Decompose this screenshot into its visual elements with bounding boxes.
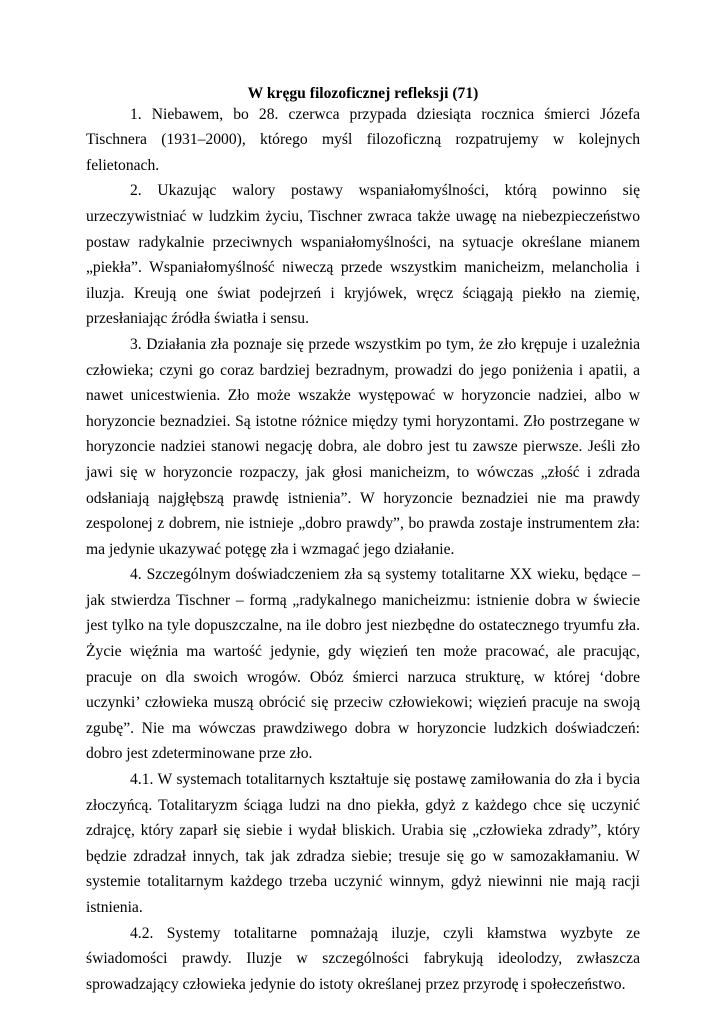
paragraph-4-1: 4.1. W systemach totalitarnych kształtuje się postawę zamiłowania do zła i bycia złoczyńcą. Totalitaryzm ściąga ludzi na dno piekła, gdyż z każdego chce się uczynić zdrajcę, który zaparł się siebie i wydał bliskich. Urabia się „człowieka zdrady”, który będzie zdradzał innych, tak jak zdradza siebie; tresuje się go w samozakłamaniu. W systemie totalitarnym każdego trzeba uczynić winnym, gdyż niewinni nie mają racji istnienia. [86, 771, 640, 916]
document-title: W kręgu filozoficznej refleksji (71) [247, 85, 479, 102]
paragraph-2: 2. Ukazując walory postawy wspaniałomyślności, którą powinno się urzeczywistniać w ludzkim życiu, Tischner zwraca także uwagę na niebezpieczeństwo postaw radykalnie przeciwnych wspaniałomyślności, na sytuacje określane mianem „piekła”. Wspaniałomyślność niweczą przede wszystkim manicheizm, melancholia i iluzja. Kreują one świat podejrzeń i kryjówek, wręcz ściągają piekło na ziemię, przesłaniając źródła światła i sensu. [86, 182, 640, 328]
paragraph-3: 3. Działania zła poznaje się przede wszystkim po tym, że zło krępuje i uzależnia człowieka; czyni go coraz bardziej bezradnym, prowadzi do jego poniżenia i apatii, a nawet unicestwienia. Zło może wszakże występować w horyzoncie nadziei, albo w horyzoncie beznadziei. Są istotne różnice między tymi horyzontami. Zło postrzegane w horyzoncie nadziei stanowi negację dobra, ale dobro jest tu zawsze pierwsze. Jeśli zło jawi się w horyzoncie rozpaczy, jak głosi manicheizm, to wówczas „złość i zdrada odsłaniają najgłębszą prawdę istnienia”. W horyzoncie beznadziei nie ma prawdy zespolonej z dobrem, nie istnieje „dobro prawdy”, bo prawda zostaje instrumentem zła: ma jedynie ukazywać potęgę zła i wzmagać jego działanie. [86, 335, 640, 558]
document-page [86, 76, 640, 997]
paragraph-1: 1. Niebawem, bo 28. czerwca przypada dziesiąta rocznica śmierci Józefa Tischnera (1931–2000), którego myśl filozoficzną rozpatrujemy w kolejnych felietonach. [86, 105, 640, 174]
paragraph-4: 4. Szczególnym doświadczeniem zła są systemy totalitarne XX wieku, będące – jak stwierdza Tischner – formą „radykalnego manicheizmu: istnienie dobra w świecie jest tylko na tyle dopuszczalne, na ile dobro jest niezbędne do ostatecznego tryumfu zła. Życie więźnia ma wartość jedynie, gdy więzień ten może pracować, ale pracując, pracuje on dla swoich wrogów. Obóz śmierci narzuca strukturę, w której ‘dobre uczynki’ człowieka muszą obrócić się przeciw człowiekowi; więzień pracuje na swoją zgubę”. Nie ma wówczas prawdziwego dobra w horyzoncie ludzkich doświadczeń: dobro jest zdeterminowane prze zło. [86, 566, 640, 763]
paragraph-4-2: 4.2. Systemy totalitarne pomnażają iluzje, czyli kłamstwa wyzbyte ze świadomości prawdy. Iluzje w szczególności fabrykują ideolodzy, zwłaszcza sprowadzający człowieka jedynie do istoty określanej przez przyrodę i społeczeństwo. [86, 924, 640, 993]
